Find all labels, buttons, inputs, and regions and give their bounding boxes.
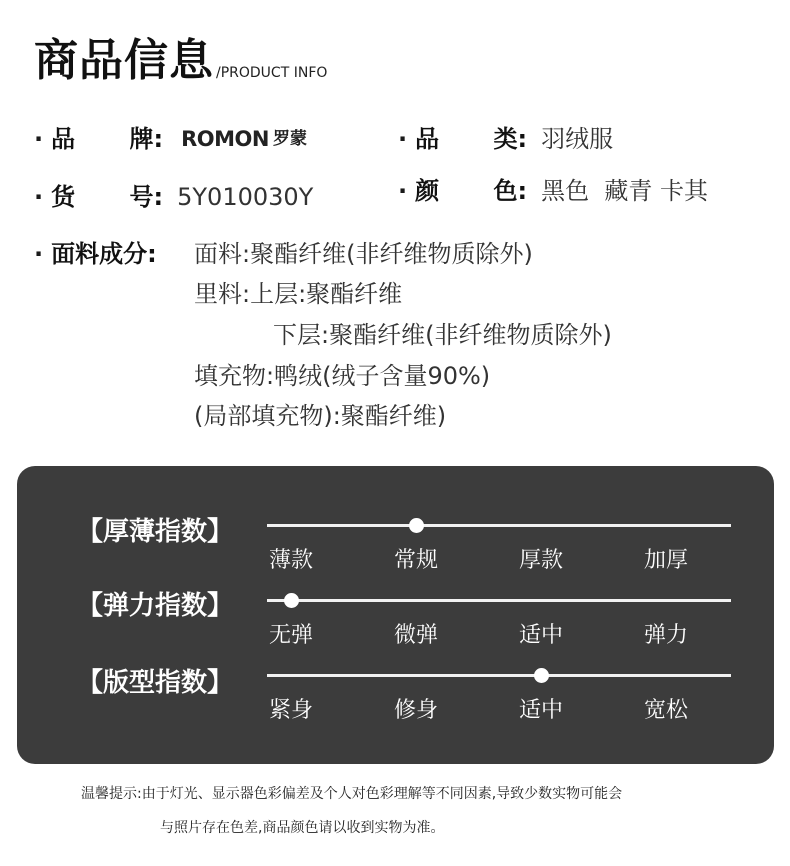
fit-option: 适中 — [518, 698, 563, 723]
bullet: · — [398, 177, 408, 205]
notice-line-2: 与照片存在色差,商品颜色请以收到实物为准。 — [160, 820, 445, 836]
color-label-1: 颜 — [415, 177, 440, 205]
fabric-line-2: 里料:上层:聚酯纤维 — [194, 280, 403, 308]
fabric-line-1: 面料:聚酯纤维(非纤维物质除外) — [194, 240, 533, 268]
notice-line-1: 温馨提示:由于灯光、显示器色彩偏差及个人对色彩理解等不同因素,导致少数实物可能会 — [81, 786, 623, 802]
page-title — [34, 36, 327, 86]
color-value: 黑色 藏青 卡其 — [541, 177, 709, 205]
category-row — [398, 124, 613, 154]
index-panel — [17, 466, 774, 764]
fabric-line-4: 填充物:鸭绒(绒子含量90%) — [194, 362, 491, 390]
brand-logo: ROMON — [181, 127, 269, 151]
fabric-label: 面料成分: — [51, 240, 157, 268]
elasticity-index-label: 【弹力指数】 — [77, 591, 234, 621]
sku-row — [34, 182, 313, 212]
bullet: · — [398, 125, 408, 153]
thickness-option: 薄款 — [268, 548, 313, 573]
brand-label-2: 牌: — [129, 125, 164, 153]
fabric-line-5: (局部填充物):聚酯纤维) — [194, 402, 447, 430]
brand-row — [34, 124, 307, 154]
sku-label — [51, 182, 163, 212]
category-value: 羽绒服 — [541, 125, 614, 153]
elasticity-track — [267, 599, 731, 602]
thickness-option: 厚款 — [518, 548, 563, 573]
sku-value: 5Y010030Y — [177, 183, 314, 211]
color-label-2: 色: — [493, 177, 528, 205]
thickness-option: 常规 — [393, 548, 438, 573]
bullet: · — [34, 183, 44, 211]
fit-track — [267, 674, 731, 677]
elasticity-option: 弹力 — [643, 623, 688, 648]
elasticity-option: 无弹 — [268, 623, 313, 648]
brand-logo-cn: 罗蒙 — [272, 129, 307, 149]
fit-knob — [534, 668, 549, 683]
fit-option: 紧身 — [268, 698, 313, 723]
category-label-2: 类: — [493, 125, 528, 153]
fit-option: 宽松 — [643, 698, 688, 723]
thickness-option: 加厚 — [643, 548, 688, 573]
sku-label-1: 货 — [51, 183, 76, 211]
fit-index-label: 【版型指数】 — [77, 668, 234, 698]
fabric-row — [34, 239, 157, 269]
fit-option: 修身 — [393, 698, 438, 723]
color-label — [415, 176, 527, 206]
color-row — [398, 176, 708, 206]
title-cn: 商品信息 — [34, 35, 214, 86]
sku-label-2: 号: — [129, 183, 164, 211]
title-en: /PRODUCT INFO — [216, 65, 328, 81]
thickness-knob — [409, 518, 424, 533]
bullet: · — [34, 125, 44, 153]
elasticity-option: 微弹 — [393, 623, 438, 648]
category-label — [415, 124, 527, 154]
thickness-index-label: 【厚薄指数】 — [77, 517, 234, 547]
elasticity-knob — [284, 593, 299, 608]
category-label-1: 品 — [415, 125, 440, 153]
elasticity-option: 适中 — [518, 623, 563, 648]
brand-label — [51, 124, 163, 154]
bullet: · — [34, 240, 44, 268]
thickness-track — [267, 524, 731, 527]
fabric-line-3: 下层:聚酯纤维(非纤维物质除外) — [273, 321, 612, 349]
brand-label-1: 品 — [51, 125, 76, 153]
